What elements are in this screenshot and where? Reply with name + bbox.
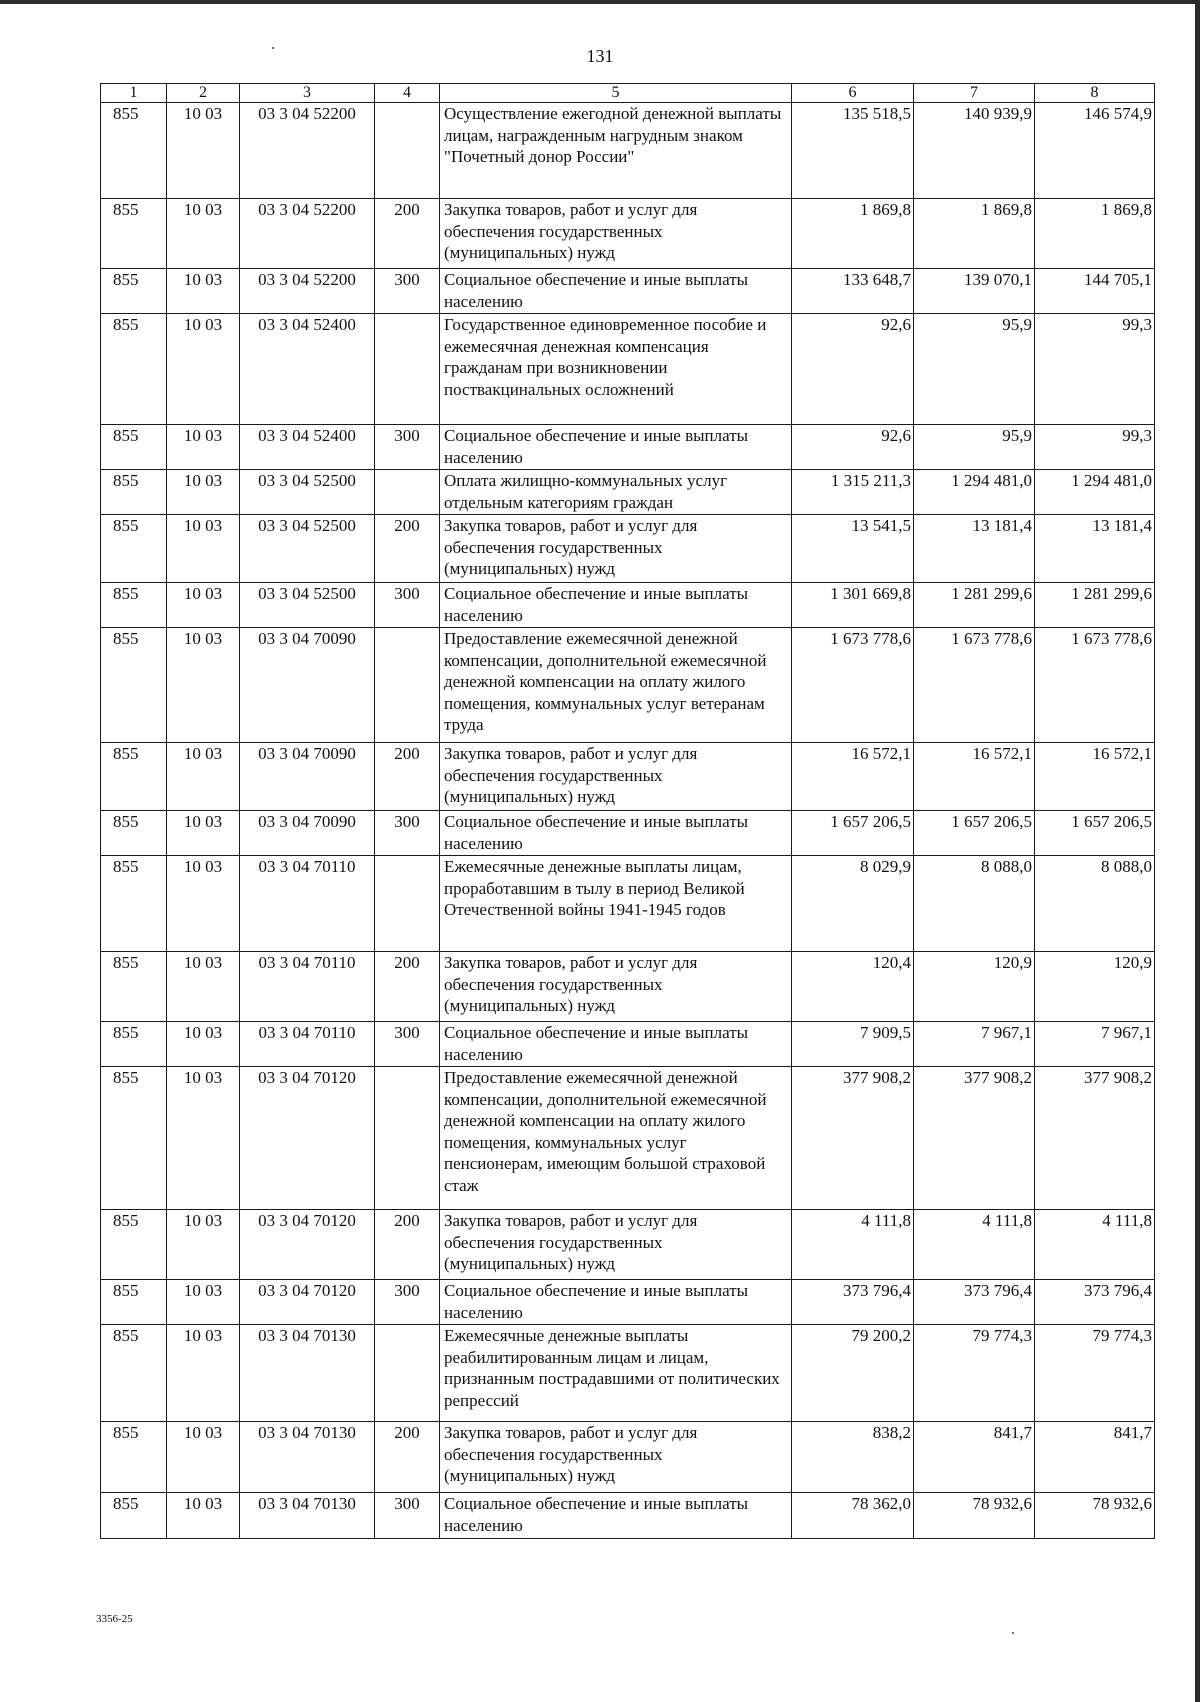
cell-description: Закупка товаров, работ и услуг для обеспечения государственных (муниципальных) нужд xyxy=(440,515,792,583)
cell-expense-type: 300 xyxy=(375,1280,440,1325)
cell-amount-col7: 1 657 206,5 xyxy=(914,811,1035,856)
column-header: 4 xyxy=(375,84,440,103)
document-code: 3356-25 xyxy=(96,1613,133,1625)
cell-description: Закупка товаров, работ и услуг для обеспечения государственных (муниципальных) нужд xyxy=(440,1210,792,1280)
cell-section-code: 10 03 xyxy=(167,1067,240,1210)
cell-amount-col8: 146 574,9 xyxy=(1035,103,1155,199)
cell-expense-type xyxy=(375,1325,440,1422)
cell-target-code: 03 3 04 52400 xyxy=(240,314,375,425)
cell-section-code: 10 03 xyxy=(167,1210,240,1280)
page-number: 131 xyxy=(586,46,614,66)
cell-amount-col6: 133 648,7 xyxy=(792,269,914,314)
cell-target-code: 03 3 04 52500 xyxy=(240,583,375,628)
cell-target-code: 03 3 04 52200 xyxy=(240,269,375,314)
cell-amount-col8: 1 657 206,5 xyxy=(1035,811,1155,856)
cell-amount-col8: 1 673 778,6 xyxy=(1035,628,1155,743)
cell-admin-code: 855 xyxy=(101,1022,167,1067)
cell-expense-type xyxy=(375,856,440,952)
cell-target-code: 03 3 04 70110 xyxy=(240,952,375,1022)
table-row xyxy=(101,952,1155,1022)
cell-admin-code: 855 xyxy=(101,103,167,199)
cell-section-code: 10 03 xyxy=(167,425,240,470)
header-row xyxy=(101,84,1155,103)
cell-description: Социальное обеспечение и иные выплаты населению xyxy=(440,811,792,856)
cell-amount-col7: 16 572,1 xyxy=(914,743,1035,811)
cell-target-code: 03 3 04 70130 xyxy=(240,1325,375,1422)
cell-amount-col6: 16 572,1 xyxy=(792,743,914,811)
cell-target-code: 03 3 04 52400 xyxy=(240,425,375,470)
cell-description: Социальное обеспечение и иные выплаты населению xyxy=(440,583,792,628)
table-row xyxy=(101,1280,1155,1325)
cell-section-code: 10 03 xyxy=(167,583,240,628)
cell-admin-code: 855 xyxy=(101,628,167,743)
cell-description: Социальное обеспечение и иные выплаты населению xyxy=(440,1022,792,1067)
cell-description: Ежемесячные денежные выплаты реабилитированным лицам и лицам, признанным пострадавшими от политических репрессий xyxy=(440,1325,792,1422)
cell-amount-col7: 140 939,9 xyxy=(914,103,1035,199)
table-row xyxy=(101,583,1155,628)
cell-amount-col7: 8 088,0 xyxy=(914,856,1035,952)
cell-expense-type: 300 xyxy=(375,811,440,856)
cell-amount-col8: 78 932,6 xyxy=(1035,1493,1155,1539)
column-header: 8 xyxy=(1035,84,1155,103)
cell-amount-col7: 1 281 299,6 xyxy=(914,583,1035,628)
cell-description: Ежемесячные денежные выплаты лицам, проработавшим в тылу в период Великой Отечественной войны 1941-1945 годов xyxy=(440,856,792,952)
cell-amount-col8: 377 908,2 xyxy=(1035,1067,1155,1210)
cell-expense-type: 300 xyxy=(375,1022,440,1067)
cell-section-code: 10 03 xyxy=(167,515,240,583)
cell-target-code: 03 3 04 70130 xyxy=(240,1422,375,1493)
cell-description: Государственное единовременное пособие и ежемесячная денежная компенсация гражданам при возникновении поствакцинальных осложнений xyxy=(440,314,792,425)
cell-amount-col8: 7 967,1 xyxy=(1035,1022,1155,1067)
cell-admin-code: 855 xyxy=(101,1493,167,1539)
cell-amount-col8: 1 294 481,0 xyxy=(1035,470,1155,515)
cell-amount-col6: 13 541,5 xyxy=(792,515,914,583)
cell-target-code: 03 3 04 70090 xyxy=(240,743,375,811)
column-header: 7 xyxy=(914,84,1035,103)
cell-amount-col8: 1 869,8 xyxy=(1035,199,1155,269)
cell-target-code: 03 3 04 70110 xyxy=(240,856,375,952)
cell-description: Социальное обеспечение и иные выплаты населению xyxy=(440,1493,792,1539)
cell-amount-col7: 377 908,2 xyxy=(914,1067,1035,1210)
cell-amount-col7: 78 932,6 xyxy=(914,1493,1035,1539)
cell-section-code: 10 03 xyxy=(167,1422,240,1493)
cell-description: Предоставление ежемесячной денежной компенсации, дополнительной ежемесячной денежной компенсации на оплату жилого помещения, коммунальных услуг ветеранам труда xyxy=(440,628,792,743)
cell-description: Социальное обеспечение и иные выплаты населению xyxy=(440,269,792,314)
cell-section-code: 10 03 xyxy=(167,1022,240,1067)
cell-description: Закупка товаров, работ и услуг для обеспечения государственных (муниципальных) нужд xyxy=(440,199,792,269)
cell-amount-col7: 1 673 778,6 xyxy=(914,628,1035,743)
cell-amount-col6: 1 657 206,5 xyxy=(792,811,914,856)
cell-admin-code: 855 xyxy=(101,1422,167,1493)
cell-amount-col7: 373 796,4 xyxy=(914,1280,1035,1325)
cell-amount-col8: 99,3 xyxy=(1035,425,1155,470)
cell-section-code: 10 03 xyxy=(167,470,240,515)
table-row xyxy=(101,1325,1155,1422)
cell-expense-type xyxy=(375,314,440,425)
cell-description: Закупка товаров, работ и услуг для обеспечения государственных (муниципальных) нужд xyxy=(440,743,792,811)
cell-section-code: 10 03 xyxy=(167,269,240,314)
cell-section-code: 10 03 xyxy=(167,1280,240,1325)
cell-amount-col6: 7 909,5 xyxy=(792,1022,914,1067)
cell-admin-code: 855 xyxy=(101,1210,167,1280)
cell-amount-col6: 79 200,2 xyxy=(792,1325,914,1422)
cell-expense-type: 200 xyxy=(375,1422,440,1493)
cell-amount-col6: 373 796,4 xyxy=(792,1280,914,1325)
cell-amount-col8: 16 572,1 xyxy=(1035,743,1155,811)
cell-target-code: 03 3 04 70130 xyxy=(240,1493,375,1539)
cell-description: Предоставление ежемесячной денежной компенсации, дополнительной ежемесячной денежной компенсации на оплату жилого помещения, коммунальных услуг пенсионерам, имеющим большой страховой стаж xyxy=(440,1067,792,1210)
cell-target-code: 03 3 04 52500 xyxy=(240,470,375,515)
cell-expense-type: 200 xyxy=(375,1210,440,1280)
column-header: 1 xyxy=(101,84,167,103)
cell-expense-type: 200 xyxy=(375,199,440,269)
cell-amount-col6: 1 869,8 xyxy=(792,199,914,269)
cell-section-code: 10 03 xyxy=(167,103,240,199)
cell-section-code: 10 03 xyxy=(167,199,240,269)
cell-description: Закупка товаров, работ и услуг для обеспечения государственных (муниципальных) нужд xyxy=(440,1422,792,1493)
cell-target-code: 03 3 04 52200 xyxy=(240,199,375,269)
table-row xyxy=(101,856,1155,952)
cell-target-code: 03 3 04 70120 xyxy=(240,1067,375,1210)
scan-speck xyxy=(1012,1632,1014,1634)
table-row xyxy=(101,314,1155,425)
cell-amount-col6: 78 362,0 xyxy=(792,1493,914,1539)
table-row xyxy=(101,743,1155,811)
cell-amount-col6: 838,2 xyxy=(792,1422,914,1493)
cell-amount-col7: 7 967,1 xyxy=(914,1022,1035,1067)
table-row xyxy=(101,199,1155,269)
cell-amount-col8: 4 111,8 xyxy=(1035,1210,1155,1280)
cell-admin-code: 855 xyxy=(101,952,167,1022)
cell-amount-col8: 120,9 xyxy=(1035,952,1155,1022)
cell-amount-col7: 1 869,8 xyxy=(914,199,1035,269)
cell-expense-type: 300 xyxy=(375,583,440,628)
cell-amount-col6: 377 908,2 xyxy=(792,1067,914,1210)
cell-section-code: 10 03 xyxy=(167,1325,240,1422)
cell-admin-code: 855 xyxy=(101,199,167,269)
scan-edge-top xyxy=(0,0,1200,4)
budget-table xyxy=(100,83,1155,1539)
cell-target-code: 03 3 04 52500 xyxy=(240,515,375,583)
cell-description: Закупка товаров, работ и услуг для обеспечения государственных (муниципальных) нужд xyxy=(440,952,792,1022)
cell-admin-code: 855 xyxy=(101,1325,167,1422)
cell-expense-type: 300 xyxy=(375,425,440,470)
cell-amount-col7: 13 181,4 xyxy=(914,515,1035,583)
cell-amount-col6: 1 673 778,6 xyxy=(792,628,914,743)
cell-admin-code: 855 xyxy=(101,1280,167,1325)
cell-section-code: 10 03 xyxy=(167,952,240,1022)
cell-admin-code: 855 xyxy=(101,269,167,314)
cell-section-code: 10 03 xyxy=(167,314,240,425)
table-row xyxy=(101,470,1155,515)
table-row xyxy=(101,269,1155,314)
cell-amount-col6: 92,6 xyxy=(792,314,914,425)
table-row xyxy=(101,811,1155,856)
cell-expense-type xyxy=(375,1067,440,1210)
cell-amount-col6: 135 518,5 xyxy=(792,103,914,199)
cell-amount-col6: 1 315 211,3 xyxy=(792,470,914,515)
cell-amount-col8: 13 181,4 xyxy=(1035,515,1155,583)
cell-expense-type: 200 xyxy=(375,515,440,583)
cell-admin-code: 855 xyxy=(101,425,167,470)
table-row xyxy=(101,628,1155,743)
cell-amount-col8: 841,7 xyxy=(1035,1422,1155,1493)
cell-amount-col7: 120,9 xyxy=(914,952,1035,1022)
cell-amount-col7: 4 111,8 xyxy=(914,1210,1035,1280)
column-header: 5 xyxy=(440,84,792,103)
cell-amount-col8: 373 796,4 xyxy=(1035,1280,1155,1325)
column-header: 3 xyxy=(240,84,375,103)
cell-section-code: 10 03 xyxy=(167,856,240,952)
table-row xyxy=(101,1493,1155,1539)
cell-description: Оплата жилищно-коммунальных услуг отдельным категориям граждан xyxy=(440,470,792,515)
cell-target-code: 03 3 04 70120 xyxy=(240,1210,375,1280)
cell-expense-type xyxy=(375,103,440,199)
cell-admin-code: 855 xyxy=(101,811,167,856)
cell-amount-col7: 841,7 xyxy=(914,1422,1035,1493)
cell-admin-code: 855 xyxy=(101,314,167,425)
table-row xyxy=(101,1422,1155,1493)
cell-expense-type: 300 xyxy=(375,269,440,314)
table-body xyxy=(101,84,1155,1539)
cell-amount-col6: 120,4 xyxy=(792,952,914,1022)
cell-amount-col8: 144 705,1 xyxy=(1035,269,1155,314)
cell-section-code: 10 03 xyxy=(167,1493,240,1539)
cell-target-code: 03 3 04 70090 xyxy=(240,628,375,743)
cell-amount-col8: 99,3 xyxy=(1035,314,1155,425)
cell-amount-col7: 95,9 xyxy=(914,425,1035,470)
table-row xyxy=(101,103,1155,199)
cell-admin-code: 855 xyxy=(101,743,167,811)
cell-description: Социальное обеспечение и иные выплаты населению xyxy=(440,1280,792,1325)
cell-amount-col7: 1 294 481,0 xyxy=(914,470,1035,515)
table-row xyxy=(101,1022,1155,1067)
cell-admin-code: 855 xyxy=(101,583,167,628)
cell-amount-col6: 8 029,9 xyxy=(792,856,914,952)
cell-target-code: 03 3 04 70090 xyxy=(240,811,375,856)
table-row xyxy=(101,515,1155,583)
cell-amount-col7: 95,9 xyxy=(914,314,1035,425)
cell-amount-col6: 92,6 xyxy=(792,425,914,470)
cell-amount-col8: 8 088,0 xyxy=(1035,856,1155,952)
cell-target-code: 03 3 04 52200 xyxy=(240,103,375,199)
cell-target-code: 03 3 04 70120 xyxy=(240,1280,375,1325)
scan-edge-right xyxy=(1195,0,1200,1702)
table-row xyxy=(101,1067,1155,1210)
cell-section-code: 10 03 xyxy=(167,628,240,743)
cell-section-code: 10 03 xyxy=(167,743,240,811)
cell-expense-type: 300 xyxy=(375,1493,440,1539)
cell-section-code: 10 03 xyxy=(167,811,240,856)
cell-admin-code: 855 xyxy=(101,856,167,952)
cell-description: Социальное обеспечение и иные выплаты населению xyxy=(440,425,792,470)
column-header: 2 xyxy=(167,84,240,103)
cell-amount-col8: 79 774,3 xyxy=(1035,1325,1155,1422)
cell-target-code: 03 3 04 70110 xyxy=(240,1022,375,1067)
cell-description: Осуществление ежегодной денежной выплаты лицам, награжденным нагрудным знаком "Почетный донор России" xyxy=(440,103,792,199)
cell-amount-col6: 1 301 669,8 xyxy=(792,583,914,628)
cell-admin-code: 855 xyxy=(101,470,167,515)
cell-expense-type: 200 xyxy=(375,743,440,811)
cell-amount-col6: 4 111,8 xyxy=(792,1210,914,1280)
column-header: 6 xyxy=(792,84,914,103)
cell-admin-code: 855 xyxy=(101,1067,167,1210)
cell-expense-type: 200 xyxy=(375,952,440,1022)
cell-expense-type xyxy=(375,470,440,515)
table-row xyxy=(101,1210,1155,1280)
cell-admin-code: 855 xyxy=(101,515,167,583)
cell-expense-type xyxy=(375,628,440,743)
cell-amount-col7: 139 070,1 xyxy=(914,269,1035,314)
cell-amount-col8: 1 281 299,6 xyxy=(1035,583,1155,628)
cell-amount-col7: 79 774,3 xyxy=(914,1325,1035,1422)
table-row xyxy=(101,425,1155,470)
